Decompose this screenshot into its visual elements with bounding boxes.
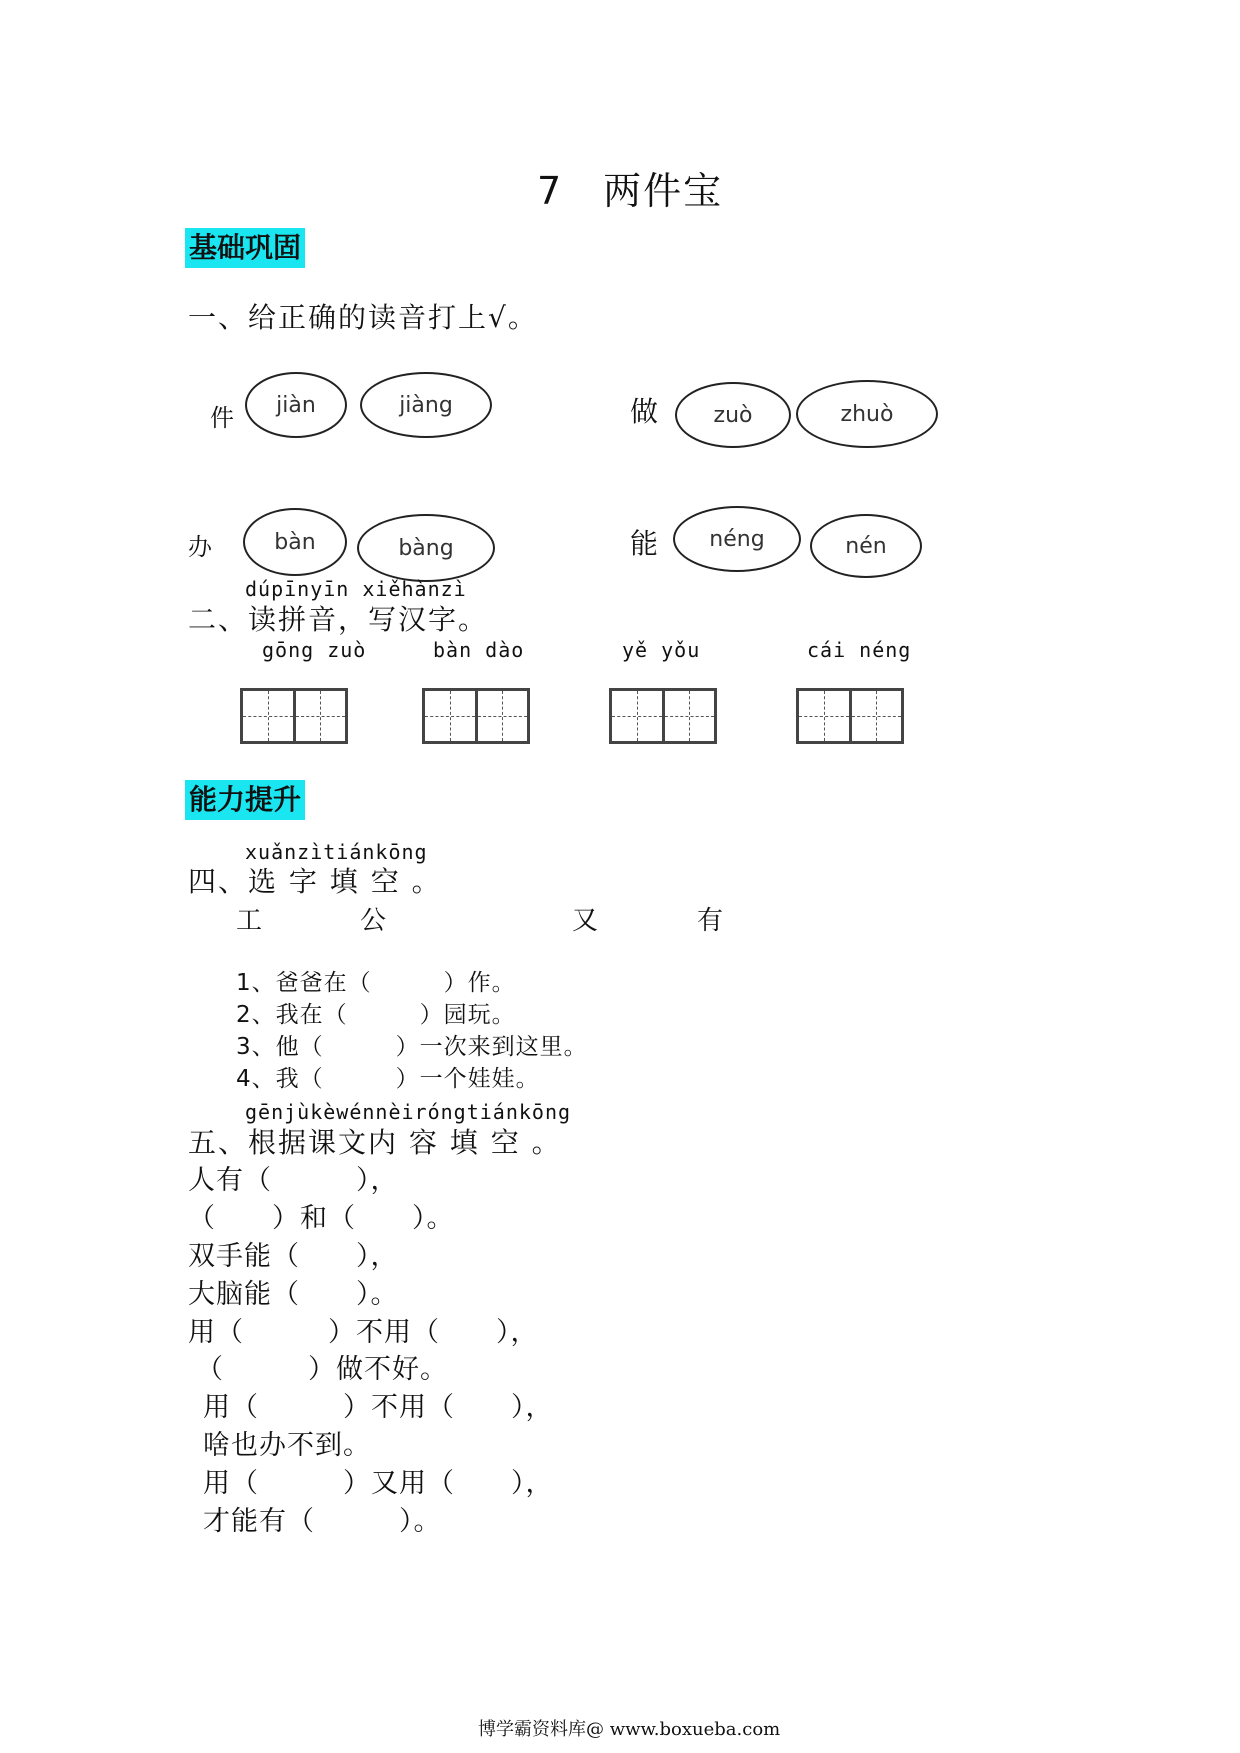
q5-line-9: 用（ ）又用（ ）， [203, 1468, 554, 1499]
q5-line-3: 双手能（ ）， [188, 1241, 399, 1272]
section-badge-basic: 基础巩固 [185, 228, 305, 268]
q5-line-10: 才能有（ ）。 [203, 1506, 442, 1537]
question-5-heading: 五、根据课文内 容 填 空 。 [188, 1126, 562, 1159]
q1-option-neng-text: néng [709, 526, 765, 552]
footer-watermark: 博学霸资料库@ www.boxueba.com [478, 1719, 781, 1740]
q1-option-ban-text: bàn [274, 529, 316, 555]
q1-option-zhuo-text: zhuò [840, 401, 894, 427]
q4-option-you-again: 又 [572, 906, 599, 936]
q1-option-jiang-text: jiàng [399, 392, 453, 418]
q1-option-bang-text: bàng [398, 535, 454, 561]
q2-word-3: yě yǒu [622, 638, 701, 662]
q1-char-zuo: 做 [630, 395, 659, 428]
q1-option-zhuo[interactable] [796, 380, 938, 448]
q5-pinyin-hint: gēnjùkèwénnèiróngtiánkōng [245, 1100, 572, 1124]
q1-char-jian: 件 [210, 404, 234, 432]
q4-sentence-1: 1、爸爸在（ ）作。 [236, 970, 516, 996]
q4-option-gong-work: 工 [236, 906, 263, 936]
question-1-heading: 一、给正确的读音打上√。 [188, 301, 538, 334]
q1-option-nen-text: nén [845, 533, 887, 559]
q4-sentence-3: 3、他（ ）一次来到这里。 [236, 1034, 588, 1060]
q1-option-nen[interactable] [810, 514, 922, 578]
q1-option-zuo-text: zuò [713, 402, 753, 428]
q1-option-neng[interactable] [673, 506, 801, 572]
q5-line-5: 用（ ）不用（ ）， [188, 1317, 539, 1348]
q4-sentence-4: 4、我（ ）一个娃娃。 [236, 1066, 540, 1092]
q1-option-bang[interactable] [357, 514, 495, 582]
q2-word-4: cái néng [807, 638, 912, 662]
question-4-heading: 四、选 字 填 空 。 [188, 865, 442, 898]
q2-writing-grid-3[interactable] [609, 688, 717, 744]
q1-option-jian[interactable] [245, 372, 347, 438]
q2-word-1: gōng zuò [262, 638, 367, 662]
q5-line-6: （ ）做不好。 [196, 1354, 448, 1385]
q2-writing-grid-1[interactable] [240, 688, 348, 744]
section-badge-advanced: 能力提升 [185, 780, 305, 820]
q1-char-neng: 能 [630, 527, 659, 560]
q2-word-2: bàn dào [433, 638, 525, 662]
q5-line-8: 啥也办不到。 [203, 1430, 371, 1461]
q4-option-you-have: 有 [697, 906, 724, 936]
q5-line-1: 人有（ ）， [188, 1165, 399, 1196]
q5-line-2: （ ）和（ ）。 [188, 1203, 455, 1234]
q1-char-ban: 办 [188, 533, 212, 561]
q2-pinyin-hint: dúpīnyīn xiěhànzì [245, 577, 467, 601]
page-title: 7 两件宝 [537, 169, 724, 213]
q1-option-jiang[interactable] [360, 372, 492, 438]
q1-option-ban[interactable] [243, 508, 347, 576]
q5-line-7: 用（ ）不用（ ）， [203, 1392, 554, 1423]
question-2-heading: 二、读拼音，写汉字。 [188, 603, 489, 636]
q4-sentence-2: 2、我在（ ）园玩。 [236, 1002, 516, 1028]
q4-pinyin-hint: xuǎnzìtiánkōng [245, 840, 428, 864]
q1-option-zuo[interactable] [675, 382, 791, 448]
q5-line-4: 大脑能（ ）。 [188, 1279, 399, 1310]
q2-writing-grid-4[interactable] [796, 688, 904, 744]
q4-option-gong-public: 公 [360, 906, 387, 936]
q1-option-jian-text: jiàn [276, 392, 316, 418]
q2-writing-grid-2[interactable] [422, 688, 530, 744]
